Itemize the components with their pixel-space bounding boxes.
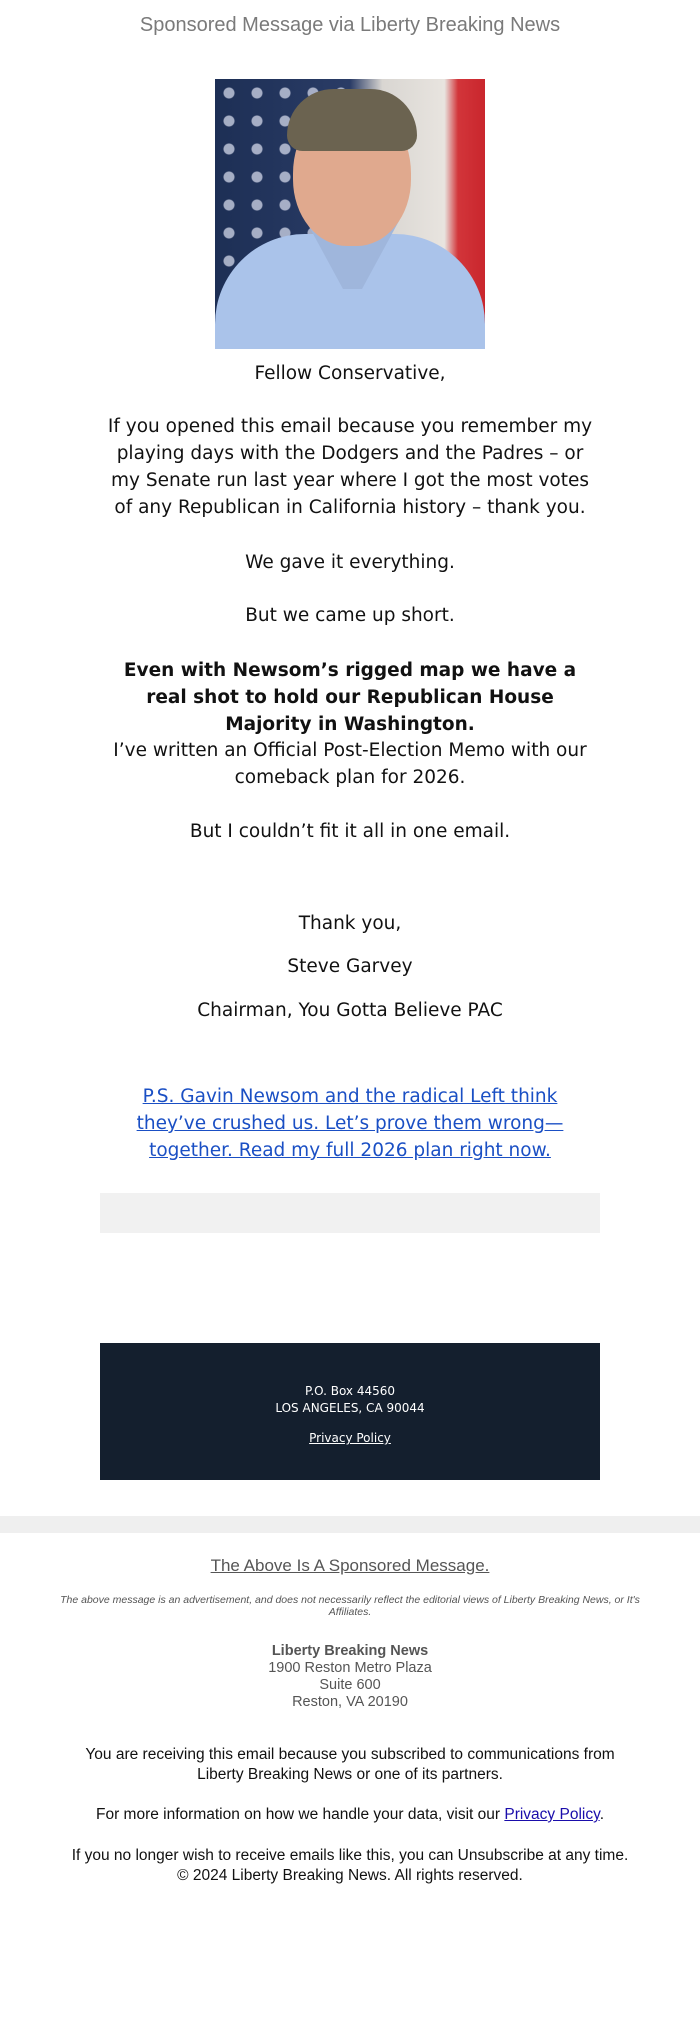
paragraph-1: If you opened this email because you remember my playing days with the Dodgers and the Padres – or my Senate run last year where I got the most votes of any Republican in California history – thank you.	[107, 416, 593, 518]
pac-privacy-link[interactable]: Privacy Policy	[309, 1431, 391, 1445]
copyright: © 2024 Liberty Breaking News. All rights reserved.	[177, 1867, 523, 1884]
unsubscribe-text: If you no longer wish to receive emails like this, you can Unsubscribe at any time.	[71, 1847, 629, 1864]
unsubscribe-notice	[60, 1846, 640, 1886]
paragraph-5: I’ve written an Official Post-Election Memo with our comeback plan for 2026.	[113, 740, 587, 788]
receiving-notice: You are receiving this email because you subscribed to communications from Liberty Breaking News or one of its partners.	[85, 1746, 615, 1783]
privacy-prefix: For more information on how we handle your data, visit our	[95, 1806, 501, 1823]
paragraph-3: But we came up short.	[245, 605, 455, 626]
pac-address	[100, 1383, 600, 1417]
candidate-photo	[215, 79, 485, 349]
photo-hair	[287, 89, 417, 151]
sponsored-notice[interactable]: The Above Is A Sponsored Message.	[210, 1556, 490, 1575]
privacy-suffix: .	[599, 1806, 604, 1823]
publisher-address	[0, 1643, 700, 1711]
address-line-3: Reston, VA 20190	[292, 1694, 408, 1710]
paragraph-bold: Even with Newsom’s rigged map we have a real shot to hold our Republican House Majority in Washington.	[123, 660, 577, 735]
sponsored-header: Sponsored Message via Liberty Breaking News	[139, 14, 561, 36]
paragraph-2: We gave it everything.	[245, 552, 455, 573]
address-line-2: Suite 600	[319, 1677, 381, 1693]
po-box: P.O. Box 44560	[304, 1384, 396, 1398]
privacy-policy-link[interactable]: Privacy Policy	[504, 1806, 600, 1823]
closing: Thank you,	[298, 913, 402, 934]
empty-gray-block	[100, 1193, 600, 1233]
pac-footer	[100, 1343, 600, 1480]
paragraph-6: But I couldn’t fit it all in one email.	[189, 821, 511, 842]
privacy-notice	[60, 1805, 640, 1825]
greeting: Fellow Conservative,	[254, 363, 446, 384]
disclaimer: The above message is an advertisement, and does not necessarily reflect the editorial views of Liberty Breaking News, or It's Affiliates.	[60, 1594, 640, 1618]
divider-band	[0, 1516, 700, 1533]
city-line: LOS ANGELES, CA 90044	[275, 1401, 425, 1415]
signature: Steve Garvey	[287, 956, 413, 977]
address-line-1: 1900 Reston Metro Plaza	[268, 1660, 432, 1676]
org-name: Liberty Breaking News	[271, 1643, 429, 1659]
signer-title: Chairman, You Gotta Believe PAC	[197, 1000, 503, 1021]
ps-link[interactable]: P.S. Gavin Newsom and the radical Left think they’ve crushed us. Let’s prove them wrong—together. Read my full 2026 plan right now.	[136, 1086, 564, 1161]
